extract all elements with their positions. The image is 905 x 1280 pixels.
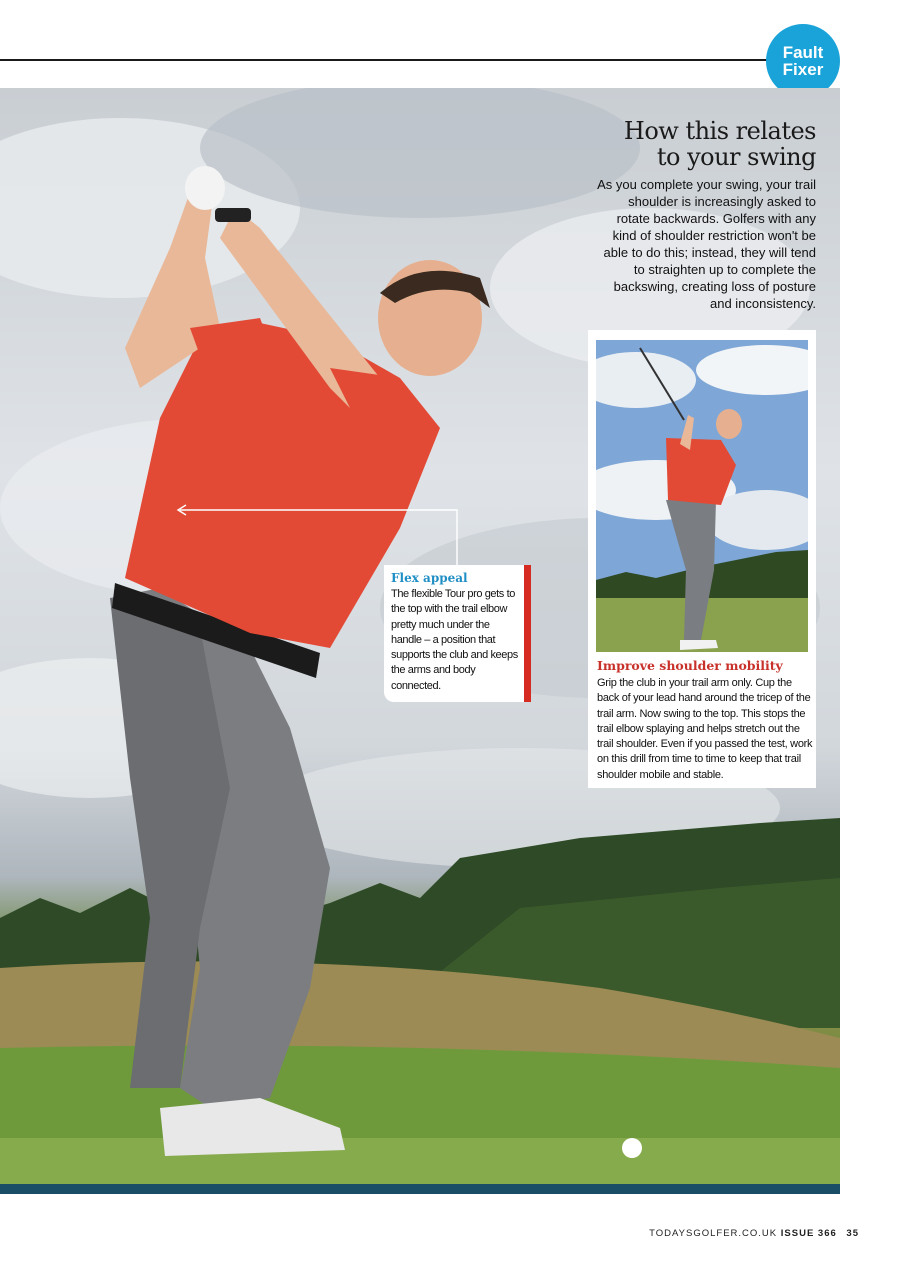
- callout-title: Flex appeal: [391, 571, 468, 585]
- fault-fixer-badge: [766, 24, 840, 98]
- page-footer: [649, 1228, 859, 1239]
- headline: [560, 118, 816, 170]
- callout-body: The flexible Tour pro gets to the top with the trail elbow pretty much under the handle – a position that supports the club and keeps the arms and body connected.: [391, 588, 518, 692]
- callout-box: [384, 565, 531, 702]
- headline-line-2: to your swing: [656, 143, 816, 171]
- badge-line-2: Fixer: [782, 60, 824, 79]
- headline-line-1: How this relates: [623, 117, 816, 145]
- footer-site: TODAYSGOLFER.CO.UK: [649, 1228, 778, 1239]
- bottom-band: [0, 1184, 840, 1194]
- page-number: 35: [846, 1228, 859, 1239]
- inset-panel: [588, 330, 816, 788]
- badge-line-1: Fault: [782, 43, 824, 62]
- inset-body: Grip the club in your trail arm only. Cup the back of your lead hand around the tricep of the trail arm. Now swing to the top. This stops the trail elbow splaying and helps stretch out the trail shoulder. Even if you passed the test, work on this drill from time to time to keep that trail shoulder mobile and stable.: [597, 677, 813, 781]
- inset-photo-illustration: [596, 340, 808, 652]
- callout-accent-bar: [524, 565, 531, 702]
- inset-photo-golfer: [596, 340, 808, 652]
- top-rule: [0, 59, 770, 61]
- intro-paragraph: As you complete your swing, your trail shoulder is increasingly asked to rotate backwards. Golfers with any kind of shoulder restriction won't be able to do this; instead, they will tend to straighten up to complete the backswing, creating loss of posture and inconsistency.: [597, 177, 816, 311]
- footer-issue: ISSUE 366: [780, 1228, 837, 1239]
- inset-title: Improve shoulder mobility: [597, 658, 783, 673]
